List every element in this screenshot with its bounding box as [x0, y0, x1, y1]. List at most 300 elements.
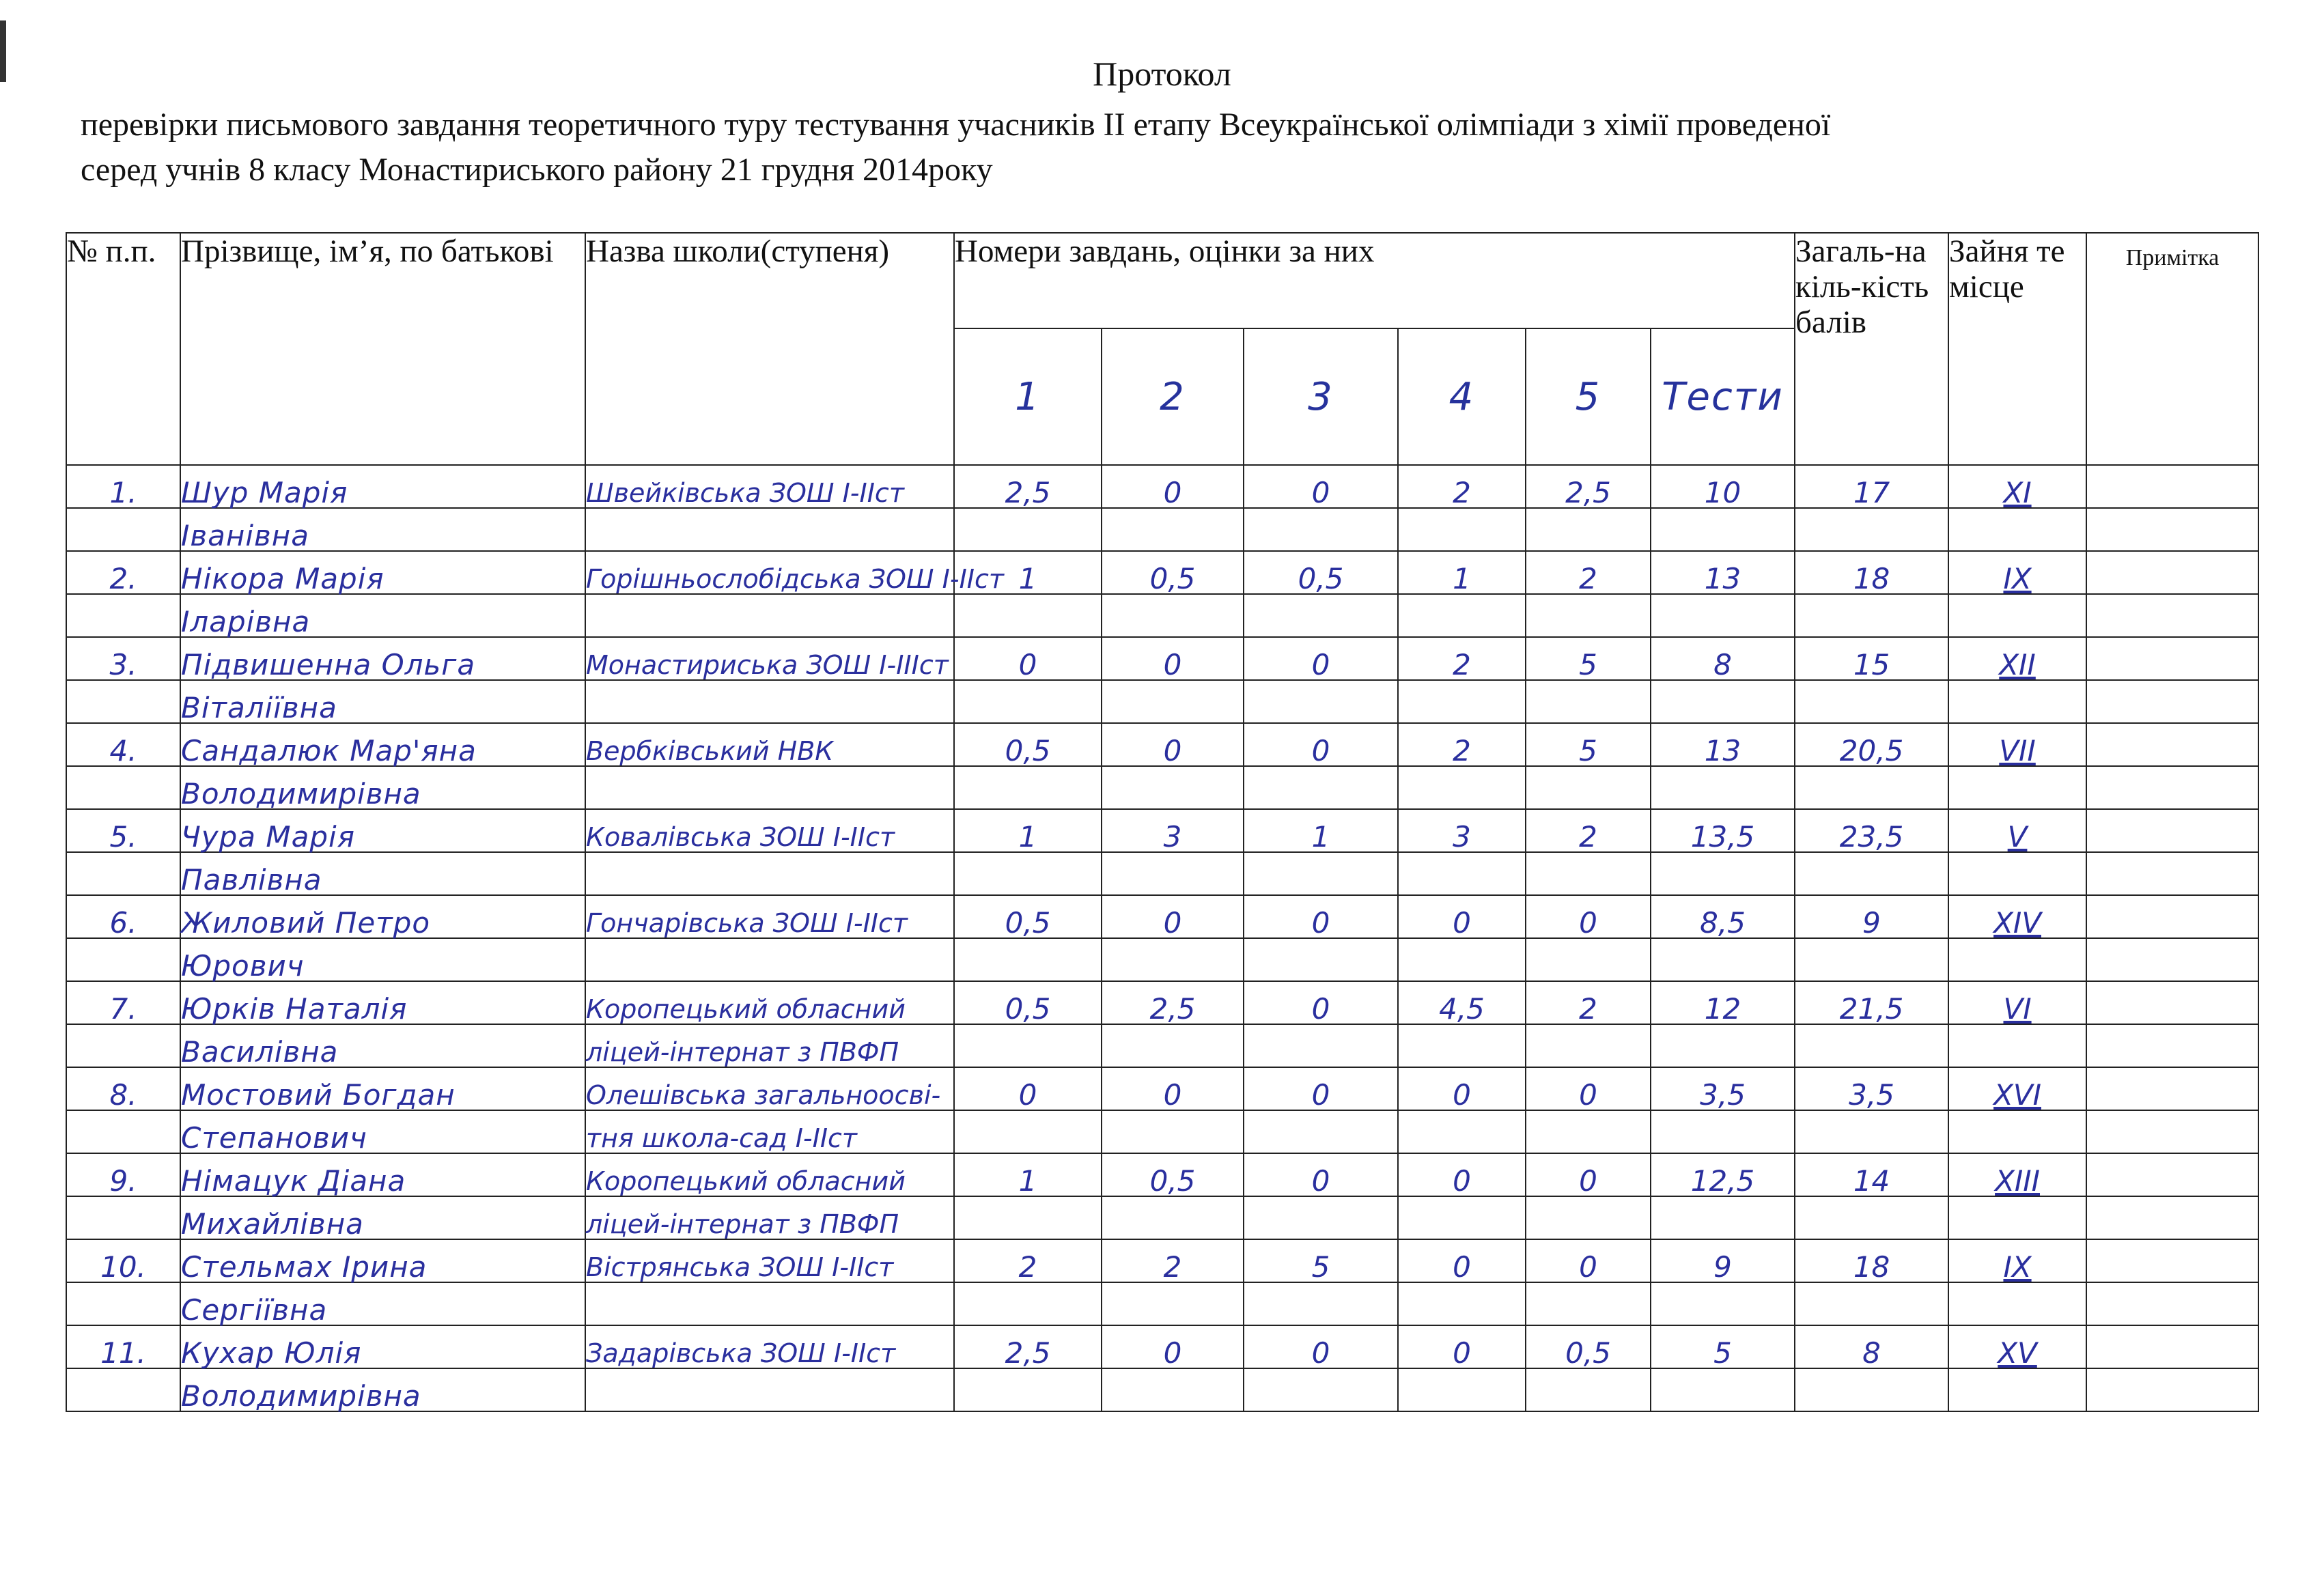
total-score: 15	[1795, 637, 1948, 680]
empty-cell	[1244, 938, 1398, 981]
empty-cell	[1948, 852, 2086, 895]
table-row-continuation	[66, 508, 2258, 551]
empty-cell	[954, 766, 1102, 809]
note-cell	[2086, 1239, 2258, 1282]
empty-cell	[1948, 508, 2086, 551]
empty-cell	[2086, 680, 2258, 723]
note-cell	[2086, 723, 2258, 766]
school-name-continuation	[585, 766, 954, 809]
task-score: 0,5	[954, 981, 1102, 1024]
table-row	[66, 895, 2258, 938]
empty-cell	[954, 680, 1102, 723]
student-patronymic: Степанович	[180, 1110, 585, 1153]
header-place: Зайня те місце	[1948, 233, 2086, 465]
header-tasks: Номери завдань, оцінки за них	[954, 233, 1795, 328]
row-number: 2.	[66, 551, 180, 594]
task-score: 1	[1398, 551, 1526, 594]
task-score: 0	[1102, 465, 1244, 508]
empty-cell	[1795, 1282, 1948, 1325]
row-number: 3.	[66, 637, 180, 680]
place-value: XII	[1948, 637, 2086, 680]
school-name-continuation	[585, 938, 954, 981]
header-school: Назва школи(ступеня)	[585, 233, 954, 465]
school-name-continuation	[585, 680, 954, 723]
task-score: 0	[1102, 637, 1244, 680]
empty-cell	[1948, 1196, 2086, 1239]
task-score: 0,5	[1102, 551, 1244, 594]
student-name: Чура Марія	[180, 809, 585, 852]
total-score: 21,5	[1795, 981, 1948, 1024]
title-block	[0, 53, 2324, 94]
empty-cell	[1948, 938, 2086, 981]
empty-cell	[1526, 852, 1651, 895]
table-row-continuation	[66, 1196, 2258, 1239]
empty-cell	[1948, 1282, 2086, 1325]
empty-cell	[2086, 766, 2258, 809]
note-cell	[2086, 551, 2258, 594]
empty-cell	[1651, 1368, 1795, 1411]
document-title: Протокол	[1093, 55, 1231, 93]
task-score: 2	[1526, 981, 1651, 1024]
student-name: Мостовий Богдан	[180, 1067, 585, 1110]
empty-cell	[1102, 938, 1244, 981]
empty-cell	[954, 1024, 1102, 1067]
total-score: 18	[1795, 1239, 1948, 1282]
table-row-continuation	[66, 938, 2258, 981]
empty-cell	[1398, 1282, 1526, 1325]
empty-cell	[1795, 1110, 1948, 1153]
table-row	[66, 809, 2258, 852]
row-number: 1.	[66, 465, 180, 508]
task-score: 1	[954, 551, 1102, 594]
row-number: 10.	[66, 1239, 180, 1282]
empty-cell	[954, 1282, 1102, 1325]
task-score: 0	[954, 637, 1102, 680]
row-number: 5.	[66, 809, 180, 852]
empty-cell	[954, 1196, 1102, 1239]
note-cell	[2086, 809, 2258, 852]
task-score: 2	[1398, 465, 1526, 508]
task-score: 0	[1244, 895, 1398, 938]
empty-cell	[1651, 680, 1795, 723]
school-name-continuation	[585, 1368, 954, 1411]
empty-cell	[1948, 1024, 2086, 1067]
table-row	[66, 1153, 2258, 1196]
empty-cell	[2086, 852, 2258, 895]
task-score: 12	[1651, 981, 1795, 1024]
empty-cell	[1244, 1196, 1398, 1239]
empty-cell	[1398, 1110, 1526, 1153]
task-score: 2	[954, 1239, 1102, 1282]
empty-cell	[1102, 1110, 1244, 1153]
task-score: 0	[1244, 981, 1398, 1024]
row-number-continuation	[66, 508, 180, 551]
task-score: 5	[1526, 723, 1651, 766]
empty-cell	[1102, 1196, 1244, 1239]
task-score: 2	[1398, 723, 1526, 766]
school-name: Вербківський НВК	[585, 723, 954, 766]
row-number: 9.	[66, 1153, 180, 1196]
row-number-continuation	[66, 1110, 180, 1153]
empty-cell	[1948, 680, 2086, 723]
task-score: 0	[1102, 1325, 1244, 1368]
task-score: 0	[1244, 723, 1398, 766]
row-number-continuation	[66, 852, 180, 895]
student-name: Кухар Юлія	[180, 1325, 585, 1368]
school-name-continuation	[585, 508, 954, 551]
empty-cell	[1795, 938, 1948, 981]
empty-cell	[2086, 1282, 2258, 1325]
empty-cell	[954, 852, 1102, 895]
place-value: IX	[1948, 1239, 2086, 1282]
task-score: 0	[1244, 465, 1398, 508]
total-score: 20,5	[1795, 723, 1948, 766]
task-score: 2,5	[1102, 981, 1244, 1024]
place-value: XI	[1948, 465, 2086, 508]
task-score: 3,5	[1651, 1067, 1795, 1110]
empty-cell	[1795, 1024, 1948, 1067]
task-number-header: 3	[1244, 328, 1398, 465]
empty-cell	[1526, 1282, 1651, 1325]
total-score: 8	[1795, 1325, 1948, 1368]
empty-cell	[1651, 1110, 1795, 1153]
empty-cell	[1526, 1024, 1651, 1067]
empty-cell	[1651, 594, 1795, 637]
table-row	[66, 723, 2258, 766]
table-row	[66, 1239, 2258, 1282]
total-score: 17	[1795, 465, 1948, 508]
school-name: Гончарівська ЗОШ І-ІІст	[585, 895, 954, 938]
place-value: VI	[1948, 981, 2086, 1024]
task-score: 8,5	[1651, 895, 1795, 938]
task-score: 13	[1651, 723, 1795, 766]
task-score: 3	[1398, 809, 1526, 852]
header-note: Примітка	[2086, 233, 2258, 465]
subtitle-line-2: серед учнів 8 класу Монастириського району 21 грудня 2014року	[81, 152, 993, 188]
task-score: 4,5	[1398, 981, 1526, 1024]
task-score: 2	[1102, 1239, 1244, 1282]
school-name: Коропецький обласний	[585, 1153, 954, 1196]
empty-cell	[954, 1368, 1102, 1411]
note-cell	[2086, 1067, 2258, 1110]
school-name: Горішньослобідська ЗОШ І-ІІст	[585, 551, 954, 594]
task-score: 2,5	[954, 1325, 1102, 1368]
task-score: 2	[1526, 809, 1651, 852]
task-number-header: 2	[1102, 328, 1244, 465]
empty-cell	[1244, 1282, 1398, 1325]
task-score: 8	[1651, 637, 1795, 680]
empty-cell	[1244, 680, 1398, 723]
student-patronymic: Юрович	[180, 938, 585, 981]
task-score: 0	[1102, 1067, 1244, 1110]
row-number-continuation	[66, 1282, 180, 1325]
empty-cell	[1795, 1368, 1948, 1411]
task-score: 2	[1398, 637, 1526, 680]
task-score: 0	[1398, 1067, 1526, 1110]
task-score: 0	[1244, 637, 1398, 680]
school-name: Вістрянська ЗОШ І-ІІст	[585, 1239, 954, 1282]
student-patronymic: Сергіївна	[180, 1282, 585, 1325]
student-name: Підвишенна Ольга	[180, 637, 585, 680]
task-score: 0	[1244, 1325, 1398, 1368]
empty-cell	[1244, 766, 1398, 809]
task-score: 0	[1526, 1153, 1651, 1196]
task-score: 5	[1244, 1239, 1398, 1282]
task-score: 5	[1526, 637, 1651, 680]
task-score: 1	[1244, 809, 1398, 852]
task-score: 0,5	[1102, 1153, 1244, 1196]
school-name-continuation: ліцей-інтернат з ПВФП	[585, 1196, 954, 1239]
empty-cell	[1948, 766, 2086, 809]
empty-cell	[1398, 1024, 1526, 1067]
results-table	[66, 232, 2259, 1412]
empty-cell	[1526, 1196, 1651, 1239]
empty-cell	[1948, 1110, 2086, 1153]
empty-cell	[2086, 508, 2258, 551]
row-number: 6.	[66, 895, 180, 938]
table-row	[66, 1325, 2258, 1368]
empty-cell	[1102, 594, 1244, 637]
place-value: IX	[1948, 551, 2086, 594]
row-number: 8.	[66, 1067, 180, 1110]
empty-cell	[1795, 1196, 1948, 1239]
note-cell	[2086, 895, 2258, 938]
table-row	[66, 551, 2258, 594]
place-value: XIV	[1948, 895, 2086, 938]
task-score: 12,5	[1651, 1153, 1795, 1196]
empty-cell	[1244, 1368, 1398, 1411]
note-cell	[2086, 1153, 2258, 1196]
task-score: 0	[1526, 1239, 1651, 1282]
empty-cell	[1398, 938, 1526, 981]
student-name: Стельмах Ірина	[180, 1239, 585, 1282]
row-number-continuation	[66, 680, 180, 723]
student-name: Юрків Наталія	[180, 981, 585, 1024]
school-name: Швейківська ЗОШ І-ІІст	[585, 465, 954, 508]
empty-cell	[1102, 1024, 1244, 1067]
subtitle-line-1: перевірки письмового завдання теоретичного туру тестування учасників ІІ етапу Всеукраїнської олімпіади з хімії проведеної	[81, 107, 1831, 143]
table-row-continuation	[66, 594, 2258, 637]
task-score: 0	[1398, 1153, 1526, 1196]
note-cell	[2086, 637, 2258, 680]
school-name: Олешівська загальноосві-	[585, 1067, 954, 1110]
table-row-continuation	[66, 1024, 2258, 1067]
task-score: 0,5	[954, 895, 1102, 938]
table-row-continuation	[66, 1368, 2258, 1411]
task-score: 3	[1102, 809, 1244, 852]
empty-cell	[2086, 594, 2258, 637]
student-name: Жиловий Петро	[180, 895, 585, 938]
table-row	[66, 981, 2258, 1024]
empty-cell	[1651, 1282, 1795, 1325]
empty-cell	[954, 508, 1102, 551]
empty-cell	[1398, 852, 1526, 895]
empty-cell	[1398, 1368, 1526, 1411]
empty-cell	[1795, 766, 1948, 809]
student-patronymic: Віталіївна	[180, 680, 585, 723]
school-name-continuation	[585, 1282, 954, 1325]
student-patronymic: Михайлівна	[180, 1196, 585, 1239]
place-value: XIII	[1948, 1153, 2086, 1196]
student-patronymic: Василівна	[180, 1024, 585, 1067]
row-number: 7.	[66, 981, 180, 1024]
school-name: Задарівська ЗОШ І-ІІст	[585, 1325, 954, 1368]
school-name-continuation: тня школа-сад І-ІІст	[585, 1110, 954, 1153]
task-score: 0,5	[954, 723, 1102, 766]
task-score: 2,5	[954, 465, 1102, 508]
task-score: 0	[1398, 1325, 1526, 1368]
empty-cell	[1948, 1368, 2086, 1411]
total-score: 14	[1795, 1153, 1948, 1196]
empty-cell	[1244, 594, 1398, 637]
empty-cell	[1244, 508, 1398, 551]
header-num: № п.п.	[66, 233, 180, 465]
empty-cell	[1795, 852, 1948, 895]
empty-cell	[2086, 938, 2258, 981]
empty-cell	[1651, 1196, 1795, 1239]
task-score: 2,5	[1526, 465, 1651, 508]
total-score: 3,5	[1795, 1067, 1948, 1110]
empty-cell	[1526, 766, 1651, 809]
task-score: 0	[1102, 723, 1244, 766]
empty-cell	[1651, 1024, 1795, 1067]
task-number-header: 5	[1526, 328, 1651, 465]
task-number-header: 1	[954, 328, 1102, 465]
task-number-header: Тести	[1651, 328, 1795, 465]
empty-cell	[1398, 508, 1526, 551]
empty-cell	[1398, 594, 1526, 637]
empty-cell	[2086, 1024, 2258, 1067]
empty-cell	[954, 938, 1102, 981]
empty-cell	[1398, 680, 1526, 723]
empty-cell	[1102, 680, 1244, 723]
total-score: 9	[1795, 895, 1948, 938]
row-number: 11.	[66, 1325, 180, 1368]
task-score: 0	[954, 1067, 1102, 1110]
task-score: 0,5	[1526, 1325, 1651, 1368]
header-name: Прізвище, ім’я, по батькові	[180, 233, 585, 465]
row-number-continuation	[66, 1368, 180, 1411]
task-score: 1	[954, 809, 1102, 852]
empty-cell	[1244, 1110, 1398, 1153]
table-row-continuation	[66, 1282, 2258, 1325]
task-score: 0	[1526, 895, 1651, 938]
row-number-continuation	[66, 594, 180, 637]
row-number-continuation	[66, 1024, 180, 1067]
task-score: 0	[1526, 1067, 1651, 1110]
student-patronymic: Павлівна	[180, 852, 585, 895]
header-total: Загаль-на кіль-кість балів	[1795, 233, 1948, 465]
empty-cell	[1651, 766, 1795, 809]
school-name: Монастириська ЗОШ І-ІІІст	[585, 637, 954, 680]
task-score: 0,5	[1244, 551, 1398, 594]
task-score: 0	[1398, 1239, 1526, 1282]
empty-cell	[1526, 594, 1651, 637]
place-value: XVI	[1948, 1067, 2086, 1110]
student-patronymic: Іванівна	[180, 508, 585, 551]
task-score: 2	[1526, 551, 1651, 594]
empty-cell	[1244, 1024, 1398, 1067]
task-score: 0	[1244, 1067, 1398, 1110]
task-score: 13	[1651, 551, 1795, 594]
row-number-continuation	[66, 766, 180, 809]
student-patronymic: Іларівна	[180, 594, 585, 637]
table-row-continuation	[66, 680, 2258, 723]
task-score: 0	[1102, 895, 1244, 938]
empty-cell	[1526, 508, 1651, 551]
empty-cell	[1526, 1110, 1651, 1153]
empty-cell	[1795, 508, 1948, 551]
total-score: 23,5	[1795, 809, 1948, 852]
school-name-continuation	[585, 594, 954, 637]
school-name: Коропецький обласний	[585, 981, 954, 1024]
note-cell	[2086, 981, 2258, 1024]
document-subtitle	[81, 102, 2266, 193]
place-value: VII	[1948, 723, 2086, 766]
table-row-continuation	[66, 1110, 2258, 1153]
empty-cell	[954, 594, 1102, 637]
empty-cell	[1651, 938, 1795, 981]
empty-cell	[1526, 680, 1651, 723]
table-row-continuation	[66, 852, 2258, 895]
task-score: 5	[1651, 1325, 1795, 1368]
empty-cell	[1651, 508, 1795, 551]
student-patronymic: Володимирівна	[180, 1368, 585, 1411]
task-score: 9	[1651, 1239, 1795, 1282]
student-name: Сандалюк Мар'яна	[180, 723, 585, 766]
task-score: 0	[1398, 895, 1526, 938]
student-patronymic: Володимирівна	[180, 766, 585, 809]
empty-cell	[1102, 766, 1244, 809]
table-row	[66, 465, 2258, 508]
task-score: 13,5	[1651, 809, 1795, 852]
empty-cell	[954, 1110, 1102, 1153]
table-row	[66, 1067, 2258, 1110]
empty-cell	[2086, 1110, 2258, 1153]
task-number-header: 4	[1398, 328, 1526, 465]
school-name: Ковалівська ЗОШ І-ІІст	[585, 809, 954, 852]
empty-cell	[1795, 594, 1948, 637]
student-name: Шур Марія	[180, 465, 585, 508]
place-value: XV	[1948, 1325, 2086, 1368]
school-name-continuation	[585, 852, 954, 895]
empty-cell	[2086, 1196, 2258, 1239]
empty-cell	[1398, 1196, 1526, 1239]
empty-cell	[2086, 1368, 2258, 1411]
empty-cell	[1795, 680, 1948, 723]
note-cell	[2086, 1325, 2258, 1368]
empty-cell	[1102, 852, 1244, 895]
school-name-continuation: ліцей-інтернат з ПВФП	[585, 1024, 954, 1067]
student-name: Німацук Діана	[180, 1153, 585, 1196]
empty-cell	[1102, 1282, 1244, 1325]
row-number-continuation	[66, 1196, 180, 1239]
empty-cell	[1651, 852, 1795, 895]
empty-cell	[1102, 1368, 1244, 1411]
note-cell	[2086, 465, 2258, 508]
empty-cell	[1398, 766, 1526, 809]
empty-cell	[1102, 508, 1244, 551]
table-row	[66, 637, 2258, 680]
empty-cell	[1244, 852, 1398, 895]
total-score: 18	[1795, 551, 1948, 594]
empty-cell	[1526, 1368, 1651, 1411]
task-score: 1	[954, 1153, 1102, 1196]
student-name: Нікора Марія	[180, 551, 585, 594]
task-score: 10	[1651, 465, 1795, 508]
row-number: 4.	[66, 723, 180, 766]
row-number-continuation	[66, 938, 180, 981]
